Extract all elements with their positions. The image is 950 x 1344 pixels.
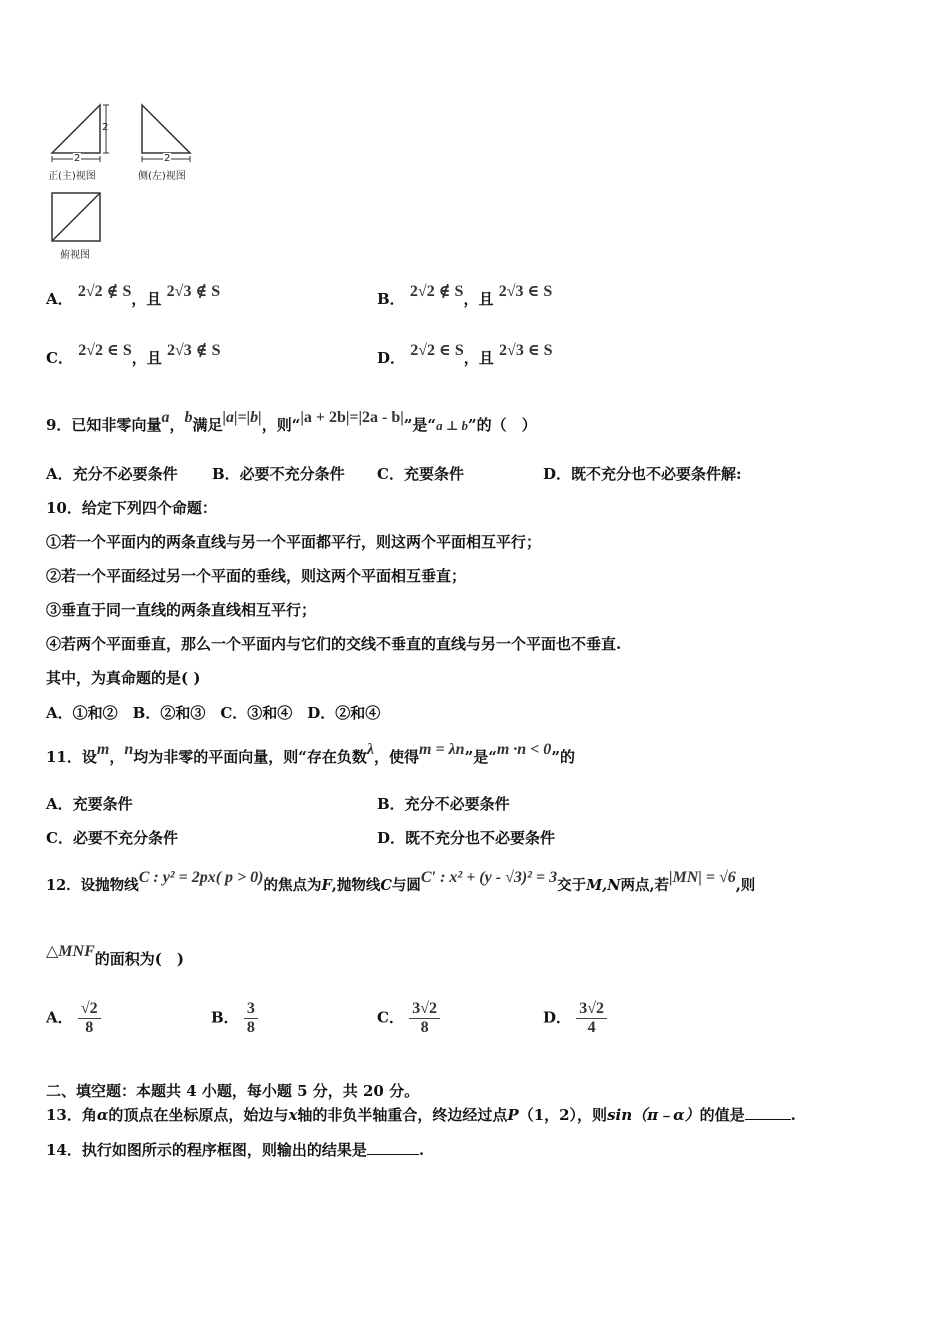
top-view-diagonal — [52, 193, 100, 241]
q10-question: 其中，为真命题的是( ) — [46, 669, 201, 687]
side-view-label: 侧(左)视图 — [138, 171, 186, 182]
side-width-label: 2 — [164, 153, 171, 164]
q8-option-c: C． 2√2 ∈ S，且 2√3 ∉ S — [46, 342, 221, 367]
front-height-label: 2 — [102, 122, 109, 133]
q9-option-a: A．充分不必要条件 — [46, 465, 178, 483]
q10-item-2: ②若一个平面经过另一个平面的垂线，则这两个平面相互垂直； — [46, 567, 467, 585]
q8-option-d: D． 2√2 ∈ S，且 2√3 ∈ S — [377, 342, 553, 367]
q12-stem-line2: △MNF的面积为( ) — [46, 943, 184, 968]
q8-option-b: B． 2√2 ∉ S，且 2√3 ∈ S — [377, 283, 553, 308]
section2-title: 二、填空题：本题共 4 小题，每小题 5 分，共 20 分。 — [46, 1082, 420, 1100]
q10-title: 10．给定下列四个命题： — [46, 499, 217, 517]
q11-option-c: C．必要不充分条件 — [46, 829, 178, 847]
q11-option-d: D．既不充分也不必要条件 — [377, 829, 556, 847]
q14-answer-blank — [367, 1142, 419, 1155]
front-view-label: 正(主)视图 — [48, 171, 96, 182]
q10-item-4: ④若两个平面垂直，那么一个平面内与它们的交线不垂直的直线与另一个平面也不垂直. — [46, 635, 622, 653]
q10-item-1: ①若一个平面内的两条直线与另一个平面都平行，则这两个平面相互平行； — [46, 533, 542, 551]
front-width-label: 2 — [74, 153, 81, 164]
q9-option-c: C．充要条件 — [377, 465, 464, 483]
q12-option-d: D． $\frac{3√2}{4}$ — [543, 1000, 607, 1037]
q14-stem: 14．执行如图所示的程序框图，则输出的结果是 . — [46, 1141, 425, 1159]
q9-stem: 9．已知非零向量a，b满足|a|=|b|，则“|a + 2b|=|2a - b|”是“a ⊥ b”的（ ） — [46, 409, 537, 434]
q10-item-3: ③垂直于同一直线的两条直线相互平行； — [46, 601, 317, 619]
top-view-label: 俯视图 — [60, 250, 90, 261]
front-view-triangle — [52, 105, 100, 153]
q11-stem: 11．设m，n均为非零的平面向量，则“存在负数λ，使得m = λn”是“m ·n < 0”的 — [46, 741, 575, 766]
q9-option-b: B．必要不充分条件 — [212, 465, 345, 483]
q13-stem: 13．角α的顶点在坐标原点，始边与x轴的非负半轴重合，终边经过点P（1，2），则sin（π﹣α）的值是 . — [46, 1106, 796, 1124]
q11-option-b: B．充分不必要条件 — [377, 795, 510, 813]
q12-option-a: A． $\frac{√2}{8}$ — [46, 1000, 101, 1037]
q12-stem: 12．设抛物线C : y² = 2px( p > 0)的焦点为F,抛物线C与圆C′ : x² + (y - √3)² = 3交于M,N两点,若|MN| = √6,则 — [46, 869, 756, 894]
q11-option-a: A．充要条件 — [46, 795, 133, 813]
q10-options: A．①和② B．②和③ C．③和④ D．②和④ — [46, 704, 381, 722]
q12-option-c: C． $\frac{3√2}{8}$ — [377, 1000, 440, 1037]
side-view-triangle — [142, 105, 190, 153]
q8-option-a: A． 2√2 ∉ S，且 2√3 ∉ S — [46, 283, 221, 308]
q13-answer-blank — [745, 1107, 791, 1120]
q9-option-d: D．既不充分也不必要条件解: — [543, 465, 742, 483]
q12-option-b: B． $\frac{3}{8}$ — [211, 1000, 258, 1037]
